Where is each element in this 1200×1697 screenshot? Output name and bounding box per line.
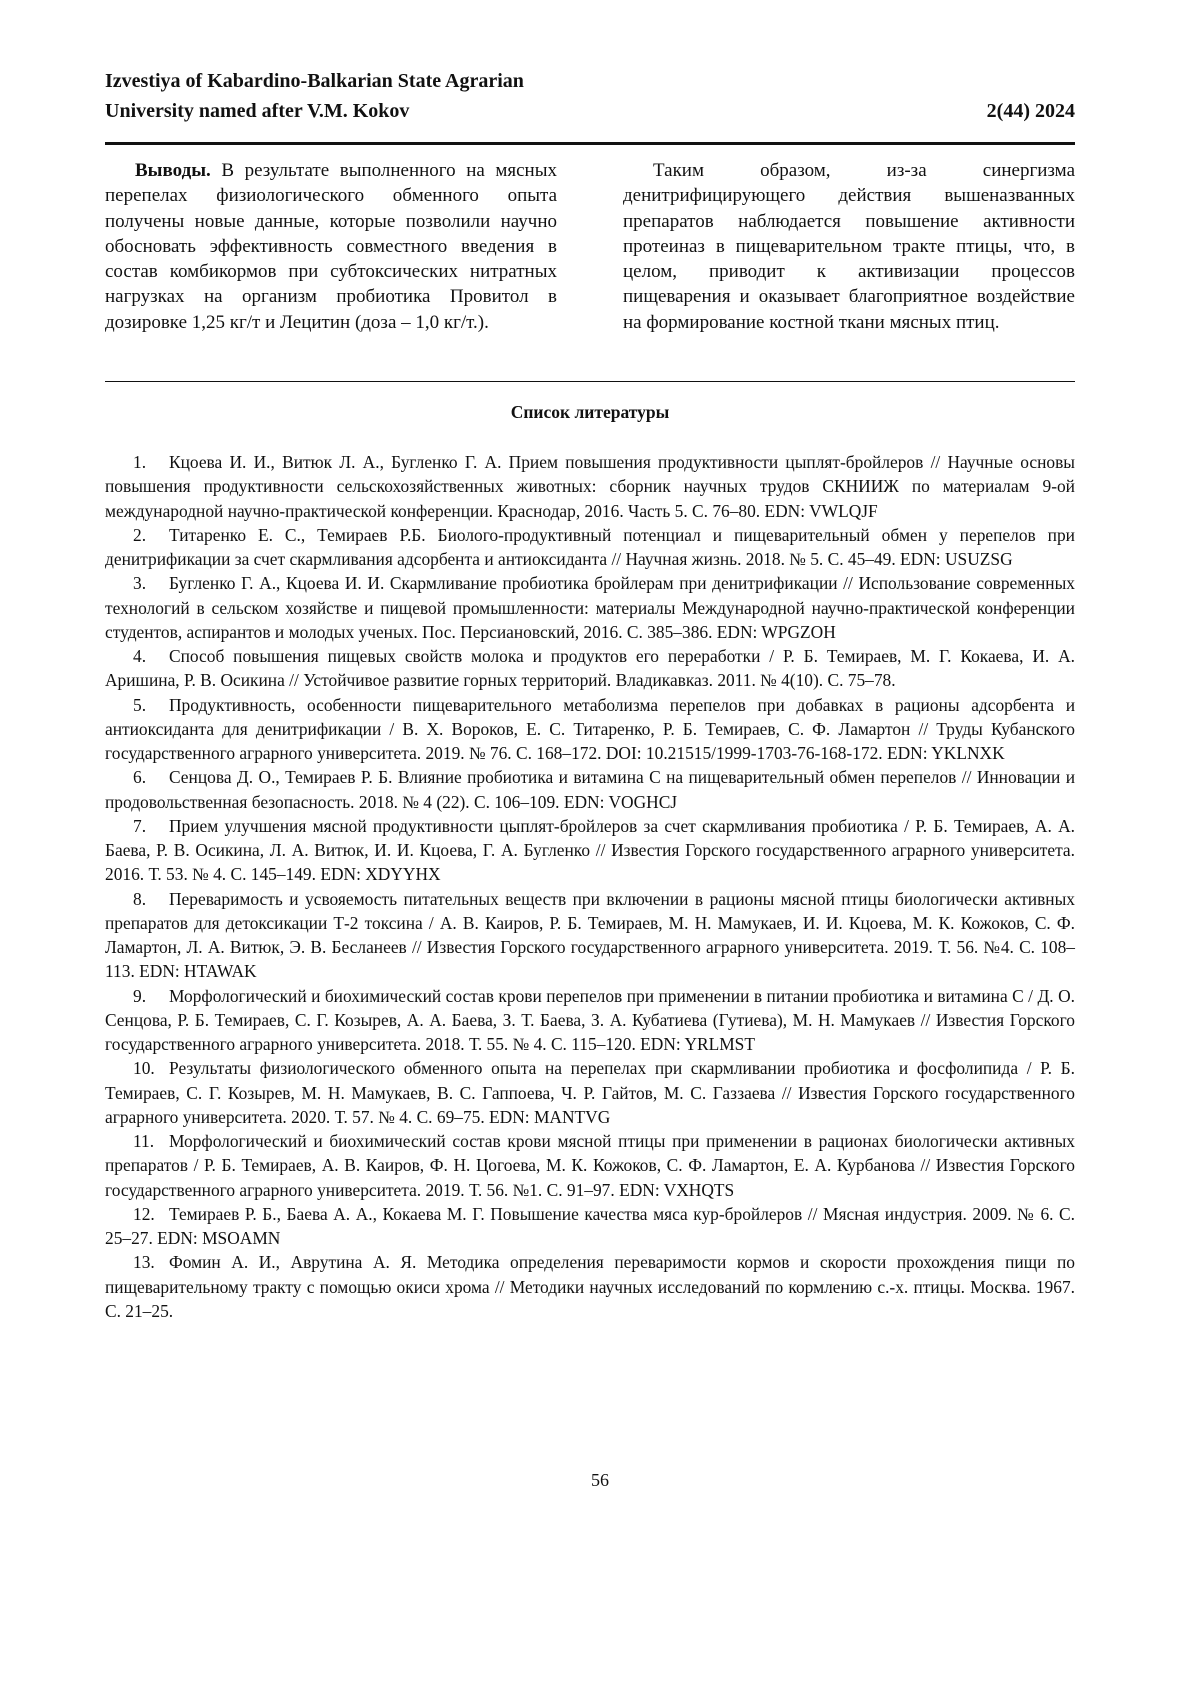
reference-number: 7. (133, 815, 147, 836)
issue-number: 2(44) 2024 (986, 100, 1075, 122)
summary-paragraph: Таким образом, из-за синергизма денитрифицирующего действия вышеназванных препаратов наблюдается повышение активности протеиназ в пищеварительном тракте птицы, что, в целом, приводит к активизации процессов пищеварения и оказывает благоприятное воздействие на формирование костной ткани мясных птиц. (623, 160, 1075, 333)
journal-title-line2: University named after V.M. Kokov (105, 100, 410, 122)
references-list (105, 450, 1075, 1323)
reference-text: Бугленко Г. А., Кцоева И. И. Скармливание пробиотика бройлерам при денитрификации // Использование современных технологий в сельском хозяйстве и пищевой промышленности: материалы Международной научно-практической конференции студентов, аспирантов и молодых ученых. Пос. Персиановский, 2016. С. 385–386. EDN: WPGZOH (105, 573, 1075, 642)
journal-title-line1: Izvestiya of Kabardino-Balkarian State Agrarian (105, 70, 524, 92)
reference-text: Переваримость и усвояемость питательных веществ при включении в рационы мясной птицы биологически активных препаратов для детоксикации Т-2 токсина / А. В. Каиров, Р. Б. Темираев, М. Н. Мамукаев, И. И. Кцоева, М. К. Кожоков, С. Ф. Ламартон, Л. А. Витюк, Э. В. Бесланеев // Известия Горского государственного аграрного университета. 2019. Т. 56. №4. С. 108–113. EDN: HTAWAK (105, 888, 1075, 982)
header-divider (105, 142, 1075, 145)
page-number: 56 (591, 1470, 609, 1490)
reference-text: Способ повышения пищевых свойств молока и продуктов его переработки / Р. Б. Темираев, М. Г. Кокаева, И. А. Аришина, Р. В. Осикина // Устойчивое развитие горных территорий. Владикавказ. 2011. № 4(10). С. 75–78. (105, 646, 1075, 691)
reference-text: Результаты физиологического обменного опыта на перепелах при скармливании пробиотика и фосфолипида / Р. Б. Темираев, С. Г. Козырев, М. Н. Мамукаев, В. С. Гаппоева, Ч. Р. Гайтов, М. С. Газзаева // Известия Горского государственного аграрного университета. 2020. Т. 57. № 4. С. 69–75. EDN: MANTVG (105, 1058, 1075, 1127)
reference-item (105, 1056, 1075, 1129)
running-header (105, 66, 1075, 126)
conclusions-text: В результате выполненного на мясных перепелах физиологического обменного опыта получены новые данные, которые позволили научно обосновать эффективность совместного введения в состав комбикормов при субтоксических нитратных нагрузках на организм пробиотика Провитол в дозировке 1,25 кг/т и Лецитин (доза – 1,0 кг/т.). (105, 160, 557, 333)
reference-number: 12. (133, 1203, 155, 1224)
body-columns (105, 158, 1075, 335)
reference-text: Продуктивность, особенности пищеварительного метаболизма перепелов при добавках в рационы адсорбента и антиоксиданта для денитрификации / В. Х. Вороков, Е. С. Титаренко, Р. Б. Темираев, С. Ф. Ламартон // Труды Кубанского государственного аграрного университета. 2019. № 76. С. 168–172. DOI: 10.21515/1999-1703-76-168-172. EDN: YKLNXK (105, 694, 1075, 763)
reference-text: Кцоева И. И., Витюк Л. А., Бугленко Г. А. Прием повышения продуктивности цыплят-бройлеров // Научные основы повышения продуктивности сельскохозяйственных животных: сборник научных трудов СКНИИЖ по материалам 9-ой международной научно-практической конференции. Краснодар, 2016. Часть 5. С. 76–80. EDN: VWLQJF (105, 452, 1075, 521)
reference-item (105, 1129, 1075, 1202)
reference-text: Темираев Р. Б., Баева А. А., Кокаева М. Г. Повышение качества мяса кур-бройлеров // Мясная индустрия. 2009. № 6. С. 25–27. EDN: MSOAMN (105, 1203, 1075, 1248)
reference-number: 1. (133, 452, 147, 472)
reference-item (105, 814, 1075, 887)
reference-item (105, 1202, 1075, 1251)
reference-number: 13. (133, 1252, 155, 1273)
reference-item (105, 450, 1075, 523)
reference-number: 4. (133, 646, 147, 666)
reference-text: Морфологический и биохимический состав крови мясной птицы при применении в рационах биологически активных препаратов / Р. Б. Темираев, А. В. Каиров, Ф. Н. Цогоева, М. К. Кожоков, С. Ф. Ламартон, Е. А. Курбанова // Известия Горского государственного аграрного университета. 2019. Т. 56. №1. С. 91–97. EDN: VXHQTS (105, 1131, 1075, 1200)
reference-text: Фомин А. И., Аврутина А. Я. Методика определения переваримости кормов и скорости прохождения пищи по пищеварительному тракту с помощью окиси хрома // Методики научных исследований по кормлению с.-х. птицы. Москва. 1967. С. 21–25. (105, 1252, 1075, 1321)
reference-number: 10. (133, 1058, 155, 1079)
reference-number: 6. (133, 767, 147, 788)
reference-item (105, 693, 1075, 766)
reference-number: 5. (133, 694, 147, 715)
reference-item (105, 644, 1075, 693)
reference-item (105, 1250, 1075, 1323)
reference-item (105, 887, 1075, 984)
section-divider (105, 381, 1075, 382)
reference-number: 11. (133, 1131, 155, 1151)
reference-item (105, 571, 1075, 644)
conclusions-label: Выводы. (135, 160, 211, 181)
reference-number: 3. (133, 573, 147, 594)
reference-item (105, 765, 1075, 814)
reference-number: 2. (133, 524, 147, 545)
conclusions-paragraph (105, 158, 557, 335)
reference-text: Морфологический и биохимический состав крови перепелов при применении в питании пробиотика и витамина С / Д. О. Сенцова, Р. Б. Темираев, С. Г. Козырев, А. А. Баева, З. Т. Баева, З. А. Кубатиева (Гутиева), М. Н. Мамукаев // Известия Горского государственного аграрного университета. 2018. Т. 55. № 4. С. 115–120. EDN: YRLMST (105, 985, 1075, 1054)
reference-number: 9. (133, 985, 147, 1006)
reference-text: Прием улучшения мясной продуктивности цыплят-бройлеров за счет скармливания пробиотика / Р. Б. Темираев, А. А. Баева, Р. В. Осикина, Л. А. Витюк, И. И. Кцоева, Г. А. Бугленко // Известия Горского государственного аграрного университета. 2016. Т. 53. № 4. С. 145–149. EDN: XDYYHX (105, 815, 1075, 885)
reference-number: 8. (133, 888, 147, 909)
reference-item (105, 984, 1075, 1057)
reference-item (105, 523, 1075, 572)
references-heading: Список литературы (510, 402, 670, 422)
reference-text: Сенцова Д. О., Темираев Р. Б. Влияние пробиотика и витамина С на пищеварительный обмен перепелов // Инновации и продовольственная безопасность. 2018. № 4 (22). С. 106–109. EDN: VOGHCJ (105, 767, 1075, 812)
reference-text: Титаренко Е. С., Темираев Р.Б. Биолого-продуктивный потенциал и пищеварительный обмен у перепелов при денитрификации за счет скармливания адсорбента и антиоксиданта // Научная жизнь. 2018. № 5. С. 45–49. EDN: USUZSG (105, 524, 1075, 569)
